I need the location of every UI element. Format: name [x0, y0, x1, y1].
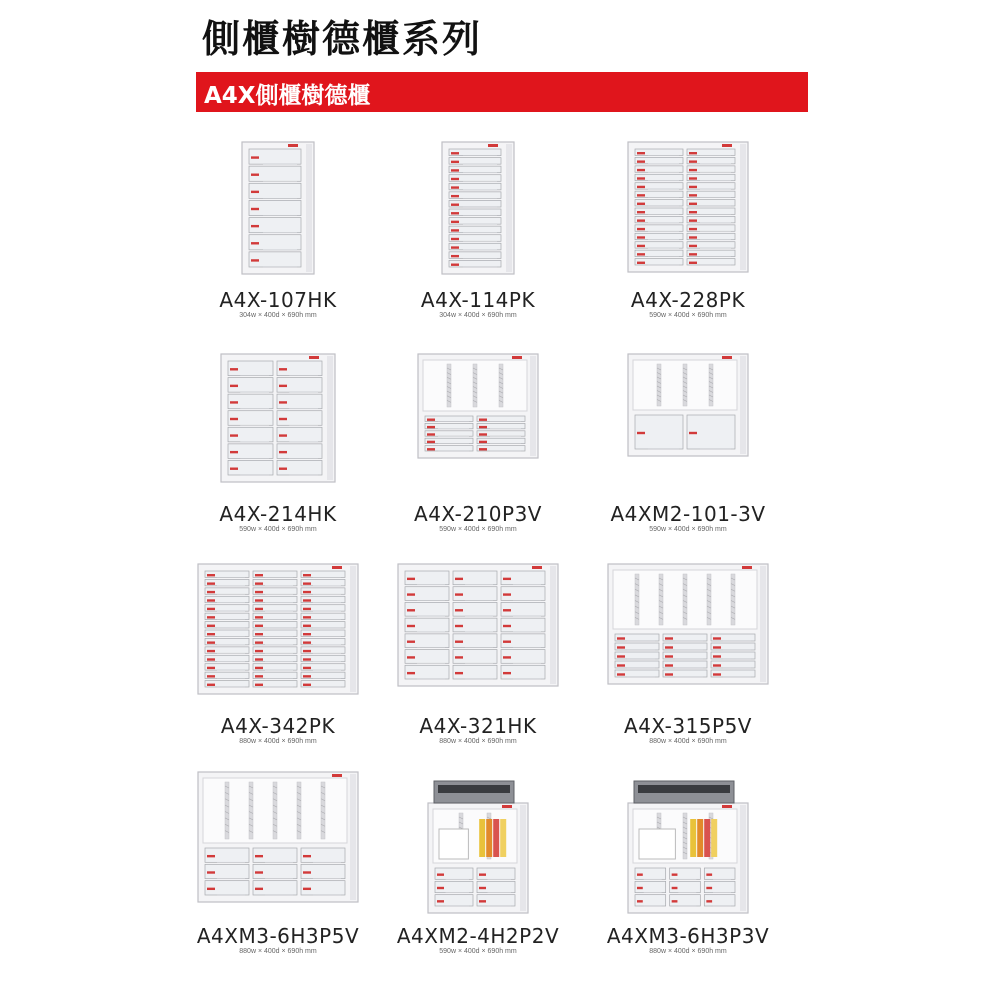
cabinet-image: [378, 562, 578, 707]
product-card: [178, 140, 378, 340]
model-number: A4XM2-101-3V: [610, 502, 766, 526]
product-card: [378, 562, 578, 762]
dimensions: 880w × 400d × 690h mm: [439, 738, 517, 745]
product-card: [378, 352, 578, 552]
dimensions: 880w × 400d × 690h mm: [239, 948, 317, 955]
cabinet-image: [378, 352, 578, 497]
dimensions: 590w × 400d × 690h mm: [649, 526, 727, 533]
product-card: [178, 562, 378, 762]
model-number: A4X-114PK: [420, 288, 536, 312]
model-number: A4XM3-6H3P5V: [196, 924, 360, 948]
cabinet-image: [178, 140, 378, 285]
cabinet-image: [178, 770, 378, 915]
model-number: A4X-321HK: [419, 714, 537, 738]
model-number: A4X-315P5V: [624, 714, 752, 738]
section-banner: [196, 72, 808, 112]
product-card: [378, 770, 578, 970]
model-number: A4X-228PK: [630, 288, 746, 312]
dimensions: 590w × 400d × 690h mm: [649, 312, 727, 319]
cabinet-image: [178, 562, 378, 707]
model-number: A4XM3-6H3P3V: [606, 924, 770, 948]
model-number: A4X-210P3V: [414, 502, 542, 526]
cabinet-image: [588, 562, 788, 707]
cabinet-image: [378, 140, 578, 285]
cabinet-image: [178, 352, 378, 497]
product-card: [178, 352, 378, 552]
product-card: [588, 770, 788, 970]
dimensions: 590w × 400d × 690h mm: [239, 526, 317, 533]
dimensions: 590w × 400d × 690h mm: [439, 948, 517, 955]
model-number: A4XM2-4H2P2V: [396, 924, 560, 948]
model-number: A4X-342PK: [220, 714, 336, 738]
page-title: 側櫃樹德櫃系列: [202, 17, 483, 61]
product-card: [588, 562, 788, 762]
model-number: A4X-107HK: [219, 288, 337, 312]
model-number: A4X-214HK: [219, 502, 337, 526]
cabinet-image: [378, 770, 578, 915]
cabinet-image: [588, 140, 788, 285]
cabinet-image: [588, 352, 788, 497]
dimensions: 590w × 400d × 690h mm: [439, 526, 517, 533]
dimensions: 880w × 400d × 690h mm: [649, 948, 727, 955]
product-card: [178, 770, 378, 970]
dimensions: 880w × 400d × 690h mm: [649, 738, 727, 745]
dimensions: 880w × 400d × 690h mm: [239, 738, 317, 745]
product-card: [588, 140, 788, 340]
banner-label: A4X側櫃樹德櫃: [204, 83, 371, 109]
dimensions: 304w × 400d × 690h mm: [439, 312, 517, 319]
product-card: [588, 352, 788, 552]
product-card: [378, 140, 578, 340]
dimensions: 304w × 400d × 690h mm: [239, 312, 317, 319]
cabinet-image: [588, 770, 788, 915]
